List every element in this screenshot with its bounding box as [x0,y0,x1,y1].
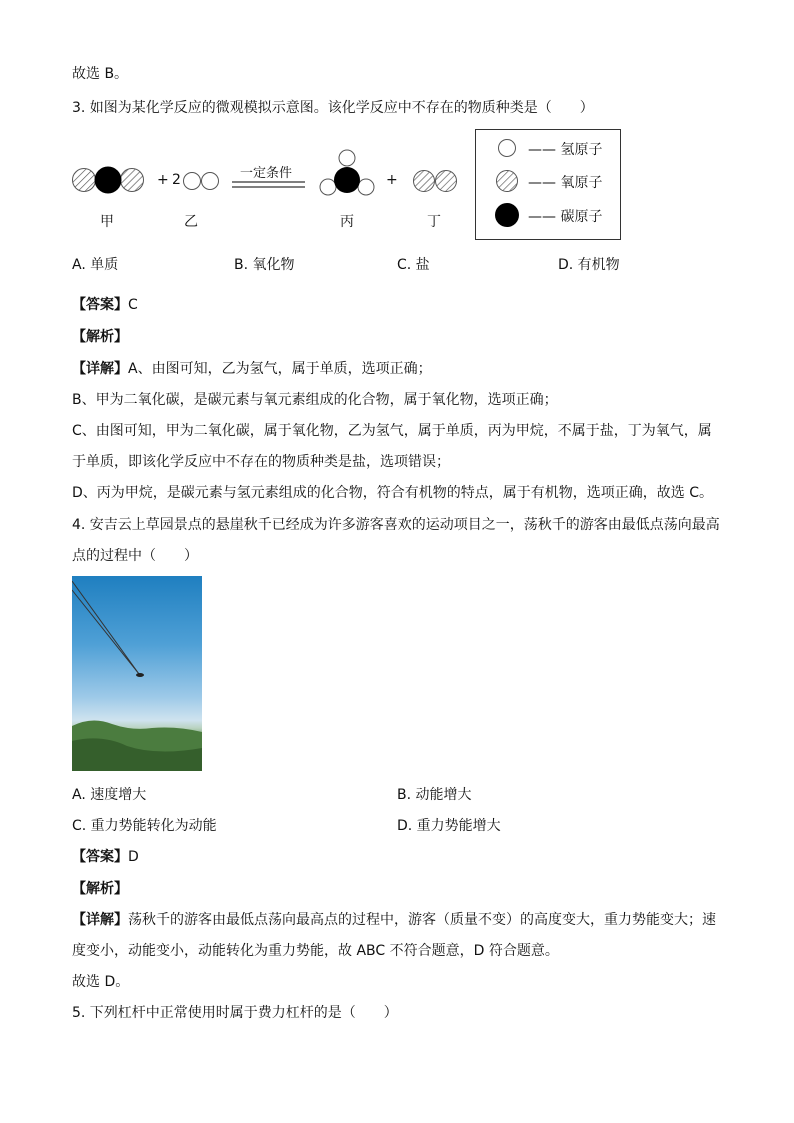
question-3: 3. 如图为某化学反应的微观模拟示意图。该化学反应中不存在的物质种类是（ ） [72,100,594,116]
label-ding: 丁 [427,214,441,230]
swing-illustration [72,576,202,771]
legend-hydrogen: —— 氢原子 [528,142,603,158]
q3-option-b: B. 氧化物 [234,257,295,273]
q3-detail-1 [72,359,432,379]
plus-sign-2: + [386,172,398,188]
q4-option-d: D. 重力势能增大 [397,818,501,834]
q3-detail-3: C、由图可知，甲为二氧化碳，属于氧化物，乙为氢气，属于单质，丙为甲烷，不属于盐，丁为氧气，属 [72,423,712,439]
q4-option-b: B. 动能增大 [397,787,472,803]
answer-tag: 【答案】 [72,297,128,313]
molecule-ding [414,171,457,192]
answer-tag: 【答案】 [72,849,128,865]
label-bing: 丙 [340,214,354,230]
q3-option-d: D. 有机物 [558,257,620,273]
q4-analysis-tag: 【解析】 [72,881,128,897]
detail-text: 荡秋千的游客由最低点荡向最高点的过程中，游客（质量不变）的高度变大，重力势能变大；速 [128,912,716,928]
q3-option-c: C. 盐 [397,257,430,273]
q3-analysis-tag: 【解析】 [72,329,128,345]
q3-detail-2: B、甲为二氧化碳，是碳元素与氧元素组成的化合物，属于氧化物，选项正确； [72,392,558,408]
answer-value: C [128,297,138,313]
q4-detail-2: 度变小，动能变小，动能转化为重力势能，故 ABC 不符合题意，D 符合题意。 [72,943,559,959]
q4-option-a: A. 速度增大 [72,787,147,803]
plus-sign-1: + [157,172,169,188]
q3-answer [72,295,138,315]
swing-photo [72,576,202,771]
detail-tag: 【详解】 [72,361,128,377]
molecule-bing [320,150,374,195]
reaction-condition: 一定条件 [240,166,293,181]
legend-oxygen: —— 氧原子 [528,175,603,191]
legend-carbon: —— 碳原子 [528,209,603,225]
question-5: 5. 下列杠杆中正常使用时属于费力杠杆的是（ ） [72,1005,398,1021]
molecule-yi [184,173,219,190]
q3-detail-5: D、丙为甲烷，是碳元素与氢元素组成的化合物，符合有机物的特点，属于有机物，选项正确，故选 C。 [72,485,714,501]
q3-detail-4: 于单质，即该化学反应中不存在的物质种类是盐，选项错误； [72,454,450,470]
q4-detail-3: 故选 D。 [72,974,130,990]
molecule-jia [73,167,144,194]
label-yi: 乙 [184,214,198,230]
text-line: 故选 B。 [72,66,129,82]
q3-option-a: A. 单质 [72,257,119,273]
q4-answer [72,847,139,867]
q4-detail-1 [72,910,716,930]
question-4-line-2: 点的过程中（ ） [72,548,198,564]
answer-value: D [128,849,139,865]
detail-tag: 【详解】 [72,912,128,928]
label-jia: 甲 [100,214,114,230]
question-4-line-1: 4. 安吉云上草园景点的悬崖秋千已经成为许多游客喜欢的运动项目之一，荡秋千的游客由最低点荡向最高 [72,517,720,533]
q4-option-c: C. 重力势能转化为动能 [72,818,217,834]
coefficient-2: 2 [172,172,181,188]
reaction-arrow [232,182,305,187]
detail-text: A、由图可知，乙为氢气，属于单质，选项正确； [128,361,432,377]
